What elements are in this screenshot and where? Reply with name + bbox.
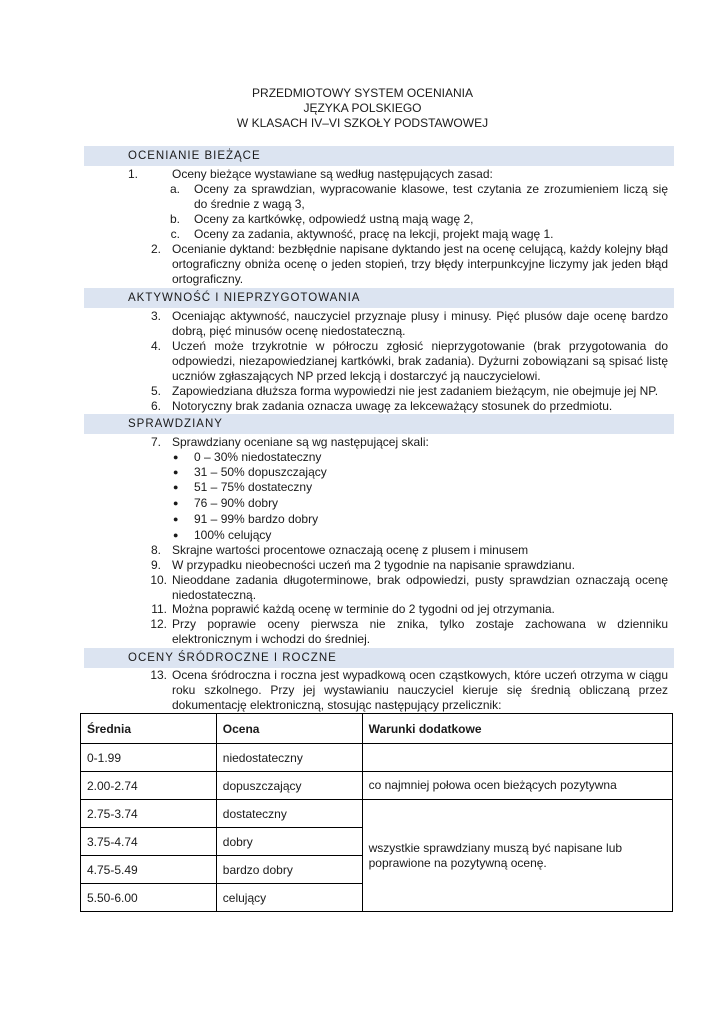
- table-header-row: [81, 714, 673, 744]
- bullet-icon: ●: [173, 530, 179, 540]
- item-text: Można poprawić każdą ocenę w terminie do 2 tygodni od jej otrzymania.: [172, 602, 555, 616]
- grades-table: [80, 713, 673, 912]
- item-number: 3.: [150, 309, 161, 323]
- table-cell: dostateczny: [216, 800, 362, 828]
- item-number: 10.: [150, 573, 167, 587]
- bullet-icon: ●: [173, 452, 179, 462]
- item-text: Oceny bieżące wystawiane są według następujących zasad:: [172, 167, 493, 181]
- table-header: Średnia: [81, 714, 217, 744]
- title-line-2: JĘZYKA POLSKIEGO: [303, 101, 422, 115]
- bullet-icon: ●: [173, 498, 179, 508]
- item-text: Oceniając aktywność, nauczyciel przyznaje plusy i minusy. Pięć plusów daje ocenę bardzo dobrą, pięć minusów ocenę niedostateczną.: [172, 309, 668, 338]
- table-header: Warunki dodatkowe: [362, 714, 672, 744]
- scale-text: 51 – 75% dostateczny: [194, 480, 313, 494]
- table-cell: celujący: [216, 884, 362, 912]
- table-cell: dobry: [216, 828, 362, 856]
- item-number: 2.: [150, 242, 161, 256]
- item-number: 12.: [150, 617, 167, 631]
- scale-text: 31 – 50% dopuszczający: [194, 465, 327, 479]
- section-header-aktywnosc: AKTYWNOŚĆ I NIEPRZYGOTOWANIA: [84, 288, 674, 308]
- title-line-1: PRZEDMIOTOWY SYSTEM OCENIANIA: [252, 86, 473, 100]
- item-number: 7.: [150, 435, 161, 449]
- table-cell: 2.00-2.74: [81, 772, 217, 800]
- item-text: Skrajne wartości procentowe oznaczają ocenę z plusem i minusem: [172, 543, 529, 557]
- section-header-biezace: OCENIANIE BIEŻĄCE: [84, 146, 674, 166]
- table-cell: 4.75-5.49: [81, 856, 217, 884]
- bullet-icon: ●: [173, 467, 179, 477]
- bullet-icon: ●: [173, 514, 179, 524]
- item-text: Ocenianie dyktand: bezbłędnie napisane dyktando jest na ocenę celującą, każdy kolejny błąd ortograficzny obniża ocenę o jeden stopień, trzy błędy interpunkcyjne liczymy jak jeden błąd ortograficzny.: [172, 242, 668, 286]
- section-header-sprawdziany: SPRAWDZIANY: [84, 414, 674, 434]
- document-title: [0, 86, 725, 131]
- item-text: Ocena śródroczna i roczna jest wypadkową ocen cząstkowych, które uczeń otrzyma w ciągu roku szkolnego. Przy jej wystawianiu nauczyciel kieruje się średnią obliczaną przez dokumentację elektroniczną, stosując następujący przelicznik:: [172, 668, 668, 712]
- item-number: 11.: [151, 602, 167, 616]
- item-number: 1.: [127, 167, 138, 181]
- item-text: Przy poprawie oceny pierwsza nie znika, tylko zostaje zachowana w dzienniku elektronicznym i wchodzi do średniej.: [172, 617, 668, 646]
- scale-text: 100% celujący: [194, 528, 272, 542]
- item-number: 4.: [150, 339, 161, 353]
- table-cell: niedostateczny: [216, 744, 362, 772]
- table-header: Ocena: [216, 714, 362, 744]
- table-cell: bardzo dobry: [216, 856, 362, 884]
- scale-text: 91 – 99% bardzo dobry: [194, 512, 319, 526]
- item-text: Oceny za kartkówkę, odpowiedź ustną mają wagę 2,: [194, 212, 474, 226]
- table-cell: [362, 744, 672, 772]
- item-text: Sprawdziany oceniane są wg następującej skali:: [172, 435, 429, 449]
- bullet-icon: ●: [173, 482, 179, 492]
- item-letter: c.: [170, 227, 180, 241]
- item-number: 9.: [150, 558, 161, 572]
- item-number: 5.: [150, 384, 161, 398]
- item-letter: b.: [169, 212, 180, 226]
- item-text: W przypadku nieobecności uczeń ma 2 tygodnie na napisanie sprawdzianu.: [172, 558, 575, 572]
- item-text: Oceny za zadania, aktywność, pracę na lekcji, projekt mają wagę 1.: [194, 227, 554, 241]
- table-cell: 3.75-4.74: [81, 828, 217, 856]
- scale-text: 76 – 90% dobry: [194, 496, 279, 510]
- item-text: Notoryczny brak zadania oznacza uwagę za lekceważący stosunek do przedmiotu.: [172, 399, 613, 413]
- item-number: 13.: [150, 668, 167, 682]
- item-text: Uczeń może trzykrotnie w półroczu zgłosić nieprzygotowanie (brak przygotowania do odpowiedzi, niezapowiedzianej kartkówki, brak zadania). Dyżurni zobowiązani są spisać listę uczniów zgłaszających NP przed lekcją i dostarczyć ją nauczycielowi.: [172, 339, 668, 383]
- table-cell-condition: wszystkie sprawdziany muszą być napisane lub poprawione na pozytywną ocenę.: [362, 800, 672, 912]
- item-number: 6.: [150, 399, 161, 413]
- table-row: [81, 744, 673, 772]
- item-text: Zapowiedziana dłuższa forma wypowiedzi nie jest zadaniem bieżącym, nie obejmuje jej NP.: [172, 384, 659, 398]
- title-line-3: W KLASACH IV–VI SZKOŁY PODSTAWOWEJ: [236, 116, 489, 130]
- item-letter: a.: [169, 182, 180, 196]
- table-cell: 5.50-6.00: [81, 884, 217, 912]
- table-cell: 2.75-3.74: [81, 800, 217, 828]
- table-row: [81, 772, 673, 800]
- section-header-srodroczne: OCENY ŚRÓDROCZNE I ROCZNE: [84, 648, 674, 668]
- item-text: Nieoddane zadania długoterminowe, brak odpowiedzi, pusty sprawdzian oznaczają ocenę niedostateczną.: [172, 573, 668, 602]
- table-cell: dopuszczający: [216, 772, 362, 800]
- table-cell: 0-1.99: [81, 744, 217, 772]
- item-text: Oceny za sprawdzian, wypracowanie klasowe, test czytania ze zrozumieniem liczą się do średnie z wagą 3,: [194, 182, 668, 211]
- table-cell-condition: co najmniej połowa ocen bieżących pozytywna: [362, 772, 672, 800]
- table-row: [81, 800, 673, 828]
- scale-text: 0 – 30% niedostateczny: [194, 450, 322, 464]
- item-number: 8.: [150, 543, 161, 557]
